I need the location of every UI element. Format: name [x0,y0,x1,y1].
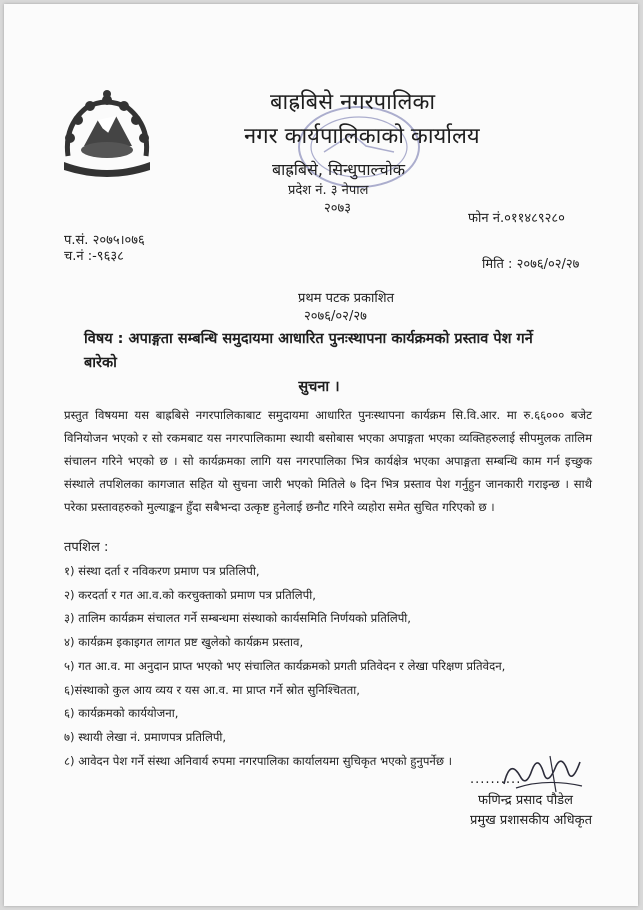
list-item: ४) कार्यक्रम इकाइगत लागत प्रष्ट खुलेको कार्यक्रम प्रस्ताव, [64,635,304,650]
subject-line-1: विषय : अपाङ्गता सम्बन्धि समुदायमा आधारित पुनःस्थापना कार्यक्रमको प्रस्ताव पेश गर्ने बारेको [84,331,533,371]
office-name: नगर कार्यपालिकाको कार्यालय [244,124,480,149]
document-page [4,4,638,906]
publication-date: २०७६/०२/२७ [304,309,367,324]
province-line: प्रदेश नं. ३ नेपाल [288,183,369,198]
signature-dots: .......... [470,772,522,787]
list-item: ३) तालिम कार्यक्रम संचालत गर्ने सम्बन्धमा संस्थाको कार्यसमिति निर्णयको प्रतिलिपी, [64,611,411,626]
list-item: ६) कार्यक्रमको कार्ययोजना, [64,706,179,721]
signatory-title: प्रमुख प्रशासकीय अधिकृत [470,813,593,828]
established-year: २०७३ [324,201,352,216]
nepal-emblem-icon [56,86,158,178]
signatory-name: फणिन्द्र प्रसाद पौडेल [478,793,573,808]
requirements-list [64,560,505,773]
notice-body: प्रस्तुत विषयमा यस बाह्रबिसे नगरपालिकाबाट समुदायमा आधारित पुनःस्थापना कार्यक्रम सि.वि.आर. मा रु.६६००० बजेट विनियोजन भएको र सो रकमबाट यस नगरपालिकामा स्थायी बसोबास भएका अपाङ्गता भएका व्यक्तिहरुलाई सीपमुलक तालिम संचालन गरिने भएको छ । सो कार्यक्रमका लागि यस नगरपालिका भित्र कार्यक्षेत्र भएका अपाङ्गता सम्बन्धि काम गर्न इच्छुक संस्थाले तपशिलका कागजात सहित यो सुचना जारी भएको मितिले ७ दिन भित्र प्रस्ताव पेश गर्नुहुन जानकारी गराइन्छ । साथै परेका प्रस्तावहरुको मुल्याङ्कन हुँदा सबैभन्दा उत्कृष्ट हुनेलाई छनौट गरिने व्यहोरा समेत सुचित गरिएको छ । [64,408,592,514]
list-item: ८) आवेदन पेश गर्ने संस्था अनिवार्य रुपमा नगरपालिका कार्यालयमा सुचिकृत भएको हुनुपर्नेछ । [64,753,453,768]
details-label: तपशिल : [64,540,109,555]
office-location: बाह्रबिसे, सिन्धुपाल्चोक [272,160,406,179]
subject-heading [84,327,554,399]
municipality-name: बाह्रबिसे नगरपालिका [270,90,436,115]
list-item: ७) स्थायी लेखा नं. प्रमाणपत्र प्रतिलिपी, [64,729,227,744]
letter-number: प.सं. २०७५।०७६ [64,233,145,248]
list-item: १) संस्था दर्ता र नविकरण प्रमाण पत्र प्रतिलिपी, [64,564,260,578]
letter-date: मिति : २०७६/०२/२७ [482,257,580,272]
list-item: ५) गत आ.व. मा अनुदान प्राप्त भएको भए संचालित कार्यक्रमको प्रगती प्रतिवेदन र लेखा परिक्षण प्रतिवेदन, [64,658,506,673]
list-item: ६)संस्थाको कुल आय व्यय र यस आ.व. मा प्राप्त गर्ने स्रोत सुनिश्चितता, [64,682,360,697]
subject-line-2: सुचना । [298,379,340,395]
dispatch-number: च.नं :-९६३८ [64,249,124,264]
list-item: २) करदर्ता र गत आ.व.को करचुक्ताको प्रमाण पत्र प्रतिलिपी, [64,587,316,602]
phone-number: फोन नं.०११४८९२८० [468,211,565,226]
publication-label: प्रथम पटक प्रकाशित [298,291,395,306]
